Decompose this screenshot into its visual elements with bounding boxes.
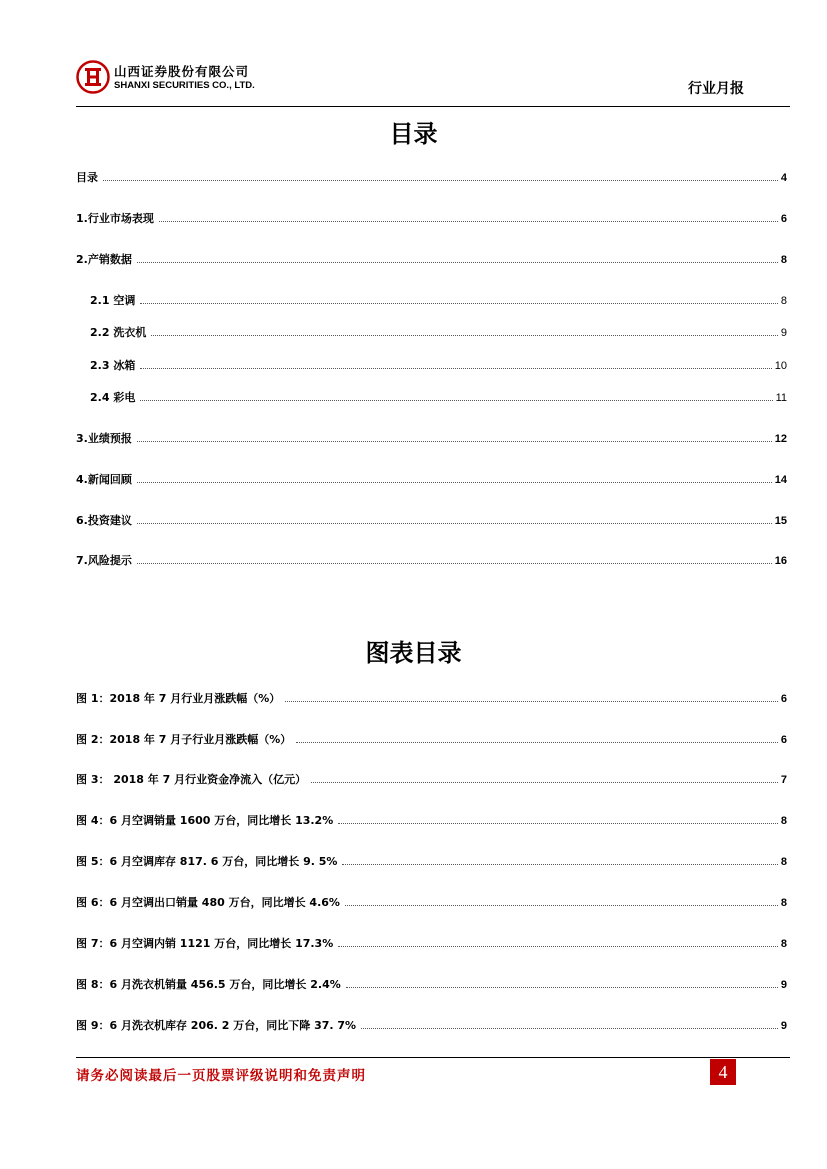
toc-leader bbox=[137, 472, 772, 483]
figure-entry-label: 图 6：6 月空调出口销量 480 万台，同比增长 4.6% bbox=[76, 896, 340, 909]
toc-leader bbox=[140, 358, 771, 369]
toc-entry-page: 9 bbox=[780, 327, 787, 339]
toc-leader bbox=[159, 211, 778, 222]
toc-entry[interactable] bbox=[76, 512, 787, 528]
figure-entry-page: 8 bbox=[780, 938, 787, 950]
toc-leader bbox=[296, 732, 778, 743]
toc-entry[interactable] bbox=[76, 251, 787, 267]
figure-entry-label: 图 8：6 月洗衣机销量 456.5 万台，同比增长 2.4% bbox=[76, 978, 341, 991]
toc-leader bbox=[345, 895, 778, 906]
toc-entry-page: 12 bbox=[774, 433, 787, 445]
toc-entry-page: 11 bbox=[775, 392, 787, 404]
toc-entry-page: 6 bbox=[780, 213, 787, 225]
company-name-en: SHANXI SECURITIES CO., LTD. bbox=[114, 80, 255, 91]
figures-title: 图表目录 bbox=[365, 639, 462, 667]
toc-leader bbox=[140, 293, 778, 304]
figure-entry-label: 图 7：6 月空调内销 1121 万台，同比增长 17.3% bbox=[76, 937, 334, 950]
figure-entry[interactable] bbox=[76, 812, 787, 828]
toc-entry-label: 2.产销数据 bbox=[76, 253, 132, 266]
toc-leader bbox=[342, 854, 777, 865]
page-header bbox=[76, 58, 790, 108]
toc-entry[interactable] bbox=[76, 471, 787, 487]
toc-entry-label: 2.2 洗衣机 bbox=[90, 326, 147, 339]
figure-entry[interactable] bbox=[76, 976, 787, 992]
toc-entry-page: 14 bbox=[774, 474, 787, 486]
figure-entry-page: 8 bbox=[780, 815, 787, 827]
figure-entry-page: 8 bbox=[780, 856, 787, 868]
figure-entry-label: 图 1：2018 年 7 月行业月涨跌幅（%） bbox=[76, 692, 281, 705]
toc-entry-label: 2.4 彩电 bbox=[90, 391, 136, 404]
toc-leader bbox=[311, 772, 778, 783]
toc-leader bbox=[140, 390, 772, 401]
toc-entry[interactable] bbox=[76, 169, 787, 185]
figure-entry[interactable] bbox=[76, 894, 787, 910]
figure-entry-page: 6 bbox=[780, 734, 787, 746]
toc-leader bbox=[137, 431, 772, 442]
figure-entry[interactable] bbox=[76, 731, 787, 747]
toc-leader bbox=[361, 1018, 778, 1029]
toc-leader bbox=[151, 325, 778, 336]
toc-entry-label: 2.3 冰箱 bbox=[90, 359, 136, 372]
header-divider bbox=[76, 106, 790, 107]
toc-entry-label: 3.业绩预报 bbox=[76, 432, 132, 445]
figure-entry-page: 9 bbox=[780, 979, 787, 991]
toc-subentry[interactable] bbox=[90, 357, 787, 373]
toc-entry-page: 8 bbox=[780, 295, 787, 307]
figure-entry[interactable] bbox=[76, 935, 787, 951]
figure-entry-page: 6 bbox=[780, 693, 787, 705]
figure-entry-label: 图 9：6 月洗衣机库存 206. 2 万台，同比下降 37. 7% bbox=[76, 1019, 357, 1032]
toc-leader bbox=[137, 252, 778, 263]
toc-entry-label: 4.新闻回顾 bbox=[76, 473, 132, 486]
toc-leader bbox=[137, 553, 772, 564]
figure-entry-label: 图 3： 2018 年 7 月行业资金净流入（亿元） bbox=[76, 773, 307, 786]
figure-entry-label: 图 2：2018 年 7 月子行业月涨跌幅（%） bbox=[76, 733, 292, 746]
toc-leader bbox=[338, 936, 778, 947]
toc-leader bbox=[137, 513, 772, 524]
toc-entry-page: 4 bbox=[780, 172, 787, 184]
toc-entry[interactable] bbox=[76, 430, 787, 446]
footer-divider bbox=[76, 1057, 790, 1058]
toc-entry-label: 目录 bbox=[76, 171, 98, 184]
toc-entry-page: 8 bbox=[780, 254, 787, 266]
toc-entry-label: 6.投资建议 bbox=[76, 514, 132, 527]
figure-entry[interactable] bbox=[76, 690, 787, 706]
company-name-cn: 山西证券股份有限公司 bbox=[114, 64, 250, 79]
figure-entry-page: 8 bbox=[780, 897, 787, 909]
toc-leader bbox=[285, 691, 778, 702]
toc-entry-page: 10 bbox=[774, 360, 787, 372]
toc-subentry[interactable] bbox=[90, 389, 787, 405]
toc-entry-page: 15 bbox=[774, 515, 787, 527]
toc-entry-label: 2.1 空调 bbox=[90, 294, 136, 307]
toc-entry-label: 7.风险提示 bbox=[76, 554, 132, 567]
figure-entry[interactable] bbox=[76, 853, 787, 869]
toc-leader bbox=[103, 170, 778, 181]
shanxi-securities-logo-icon bbox=[76, 60, 110, 94]
toc-leader bbox=[346, 977, 778, 988]
toc-entry-page: 16 bbox=[774, 555, 787, 567]
figure-entry-label: 图 4：6 月空调销量 1600 万台，同比增长 13.2% bbox=[76, 814, 334, 827]
toc-entry[interactable] bbox=[76, 210, 787, 226]
toc-entry-label: 1.行业市场表现 bbox=[76, 212, 154, 225]
toc-subentry[interactable] bbox=[90, 292, 787, 308]
figure-entry[interactable] bbox=[76, 1017, 787, 1033]
toc-subentry[interactable] bbox=[90, 324, 787, 340]
figure-entry-page: 9 bbox=[780, 1020, 787, 1032]
figure-entry[interactable] bbox=[76, 771, 787, 787]
toc-entry[interactable] bbox=[76, 552, 787, 568]
toc-leader bbox=[338, 813, 778, 824]
report-type: 行业月报 bbox=[688, 81, 744, 97]
figure-entry-label: 图 5：6 月空调库存 817. 6 万台，同比增长 9. 5% bbox=[76, 855, 338, 868]
page-number-badge: 4 bbox=[710, 1059, 736, 1085]
figure-entry-page: 7 bbox=[780, 774, 787, 786]
toc-title: 目录 bbox=[389, 120, 438, 148]
disclaimer-text: 请务必阅读最后一页股票评级说明和免责声明 bbox=[76, 1068, 366, 1084]
